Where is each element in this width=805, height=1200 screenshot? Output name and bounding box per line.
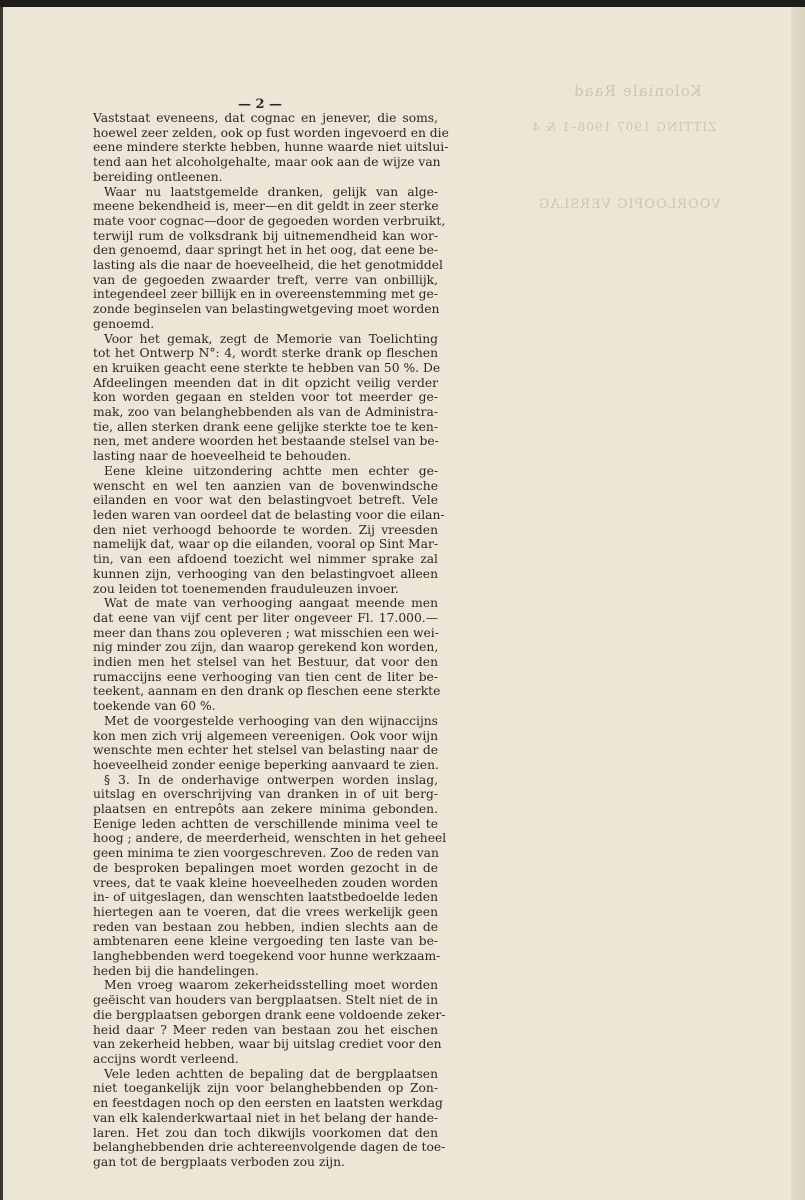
- text-line: Afdeelingen meenden dat in dit opzicht veilig verder: [93, 375, 438, 390]
- text-line: wenschte men echter het stelsel van belasting naar de: [93, 743, 438, 758]
- text-line: laren. Het zou dan toch dikwijls voorkomen dat den: [93, 1125, 438, 1140]
- text-line: dat eene van vijf cent per liter ongeveer Fl. 17.000.—: [93, 610, 438, 625]
- text-line: geëischt van houders van bergplaatsen. Stelt niet de in: [93, 993, 438, 1008]
- text-line: die bergplaatsen geborgen drank eene voldoende zeker-: [93, 1007, 446, 1022]
- paragraph: [93, 772, 447, 979]
- text-line: den niet verhoogd behoorde te worden. Zij vreesden: [93, 522, 438, 537]
- paragraph: [93, 596, 441, 714]
- text-line: heden bij die handelingen.: [93, 963, 259, 978]
- bleed-through-text: ZITTING 1907 1908–1 & 4: [531, 120, 717, 134]
- text-line: Vaststaat eveneens, dat cognac en jenever, die soms,: [93, 111, 438, 125]
- text-line: in- of uitgeslagen, dan wenschten laatstbedoelde leden: [93, 890, 438, 905]
- text-line: belanghebbenden drie achtereenvolgende dagen de toe-: [93, 1140, 446, 1155]
- text-line: gan tot de bergplaats verboden zou zijn.: [93, 1154, 345, 1169]
- text-line: tot het Ontwerp N°: 4, wordt sterke drank op fleschen: [93, 346, 438, 361]
- text-line: § 3. In de onderhavige ontwerpen worden inslag,: [104, 772, 438, 787]
- text-line: reden van bestaan zou hebben, indien slechts aan de: [93, 919, 438, 934]
- text-line: Men vroeg waarom zekerheidsstelling moet worden: [104, 978, 438, 993]
- paragraph: [93, 111, 449, 185]
- text-line: lasting als die naar de hoeveelheid, die het genotmiddel: [93, 258, 443, 273]
- text-line: tend aan het alcoholgehalte, maar ook aan de wijze van: [93, 155, 441, 170]
- text-line: tie, allen sterken drank eene gelijke sterkte toe te ken-: [93, 419, 438, 434]
- text-line: Wat de mate van verhooging aangaat meende men: [104, 596, 438, 611]
- text-line: teekent, aannam en den drank op fleschen eene sterkte: [93, 684, 441, 699]
- text-line: Eene kleine uitzondering achtte men echter ge-: [104, 463, 438, 478]
- text-line: hoewel zeer zelden, ook op fust worden ingevoerd en die: [93, 125, 449, 140]
- paragraph: [93, 978, 446, 1066]
- page-number: — 2 —: [237, 97, 283, 112]
- text-line: kon worden gegaan en stelden voor tot meerder ge-: [93, 390, 438, 405]
- text-line: toekende van 60 %.: [93, 699, 216, 714]
- text-line: bereiding ontleenen.: [93, 169, 223, 184]
- text-line: accijns wordt verleend.: [93, 1052, 239, 1066]
- text-line: hoog ; andere, de meerderheid, wenschten in het geheel: [93, 831, 447, 846]
- text-line: mak, zoo van belanghebbenden als van de Administra-: [93, 405, 438, 420]
- text-line: kunnen zijn, verhooging van den belastingvoet alleen: [93, 566, 438, 581]
- text-line: eene mindere sterkte hebben, hunne waarde niet uitslui-: [93, 140, 449, 155]
- text-line: hiertegen aan te voeren, dat die vrees werkelijk geen: [93, 904, 438, 919]
- text-line: meer dan thans zou opleveren ; wat misschien een wei-: [93, 625, 439, 640]
- scanner-top-border: [0, 0, 805, 7]
- text-line: tin, van een afdoend toezicht wel nimmer sprake zal: [93, 552, 438, 567]
- text-line: van zekerheid hebben, waar bij uitslag crediet voor den: [93, 1037, 442, 1052]
- text-line: rumaccijns eene verhooging van tien cent de liter be-: [93, 669, 438, 684]
- text-line: wenscht en wel ten aanzien van de bovenwindsche: [93, 478, 438, 493]
- text-line: den genoemd, daar springt het in het oog, dat eene be-: [93, 243, 438, 258]
- text-line: terwijl rum de volksdrank bij uitnemendheid kan wor-: [93, 228, 438, 243]
- text-line: heid daar ? Meer reden van bestaan zou het eischen: [93, 1022, 438, 1037]
- text-line: uitslag en overschrijving van dranken in of uit berg-: [93, 787, 438, 802]
- text-line: van elk kalenderkwartaal niet in het belang der hande-: [93, 1110, 438, 1125]
- bleed-through-text: Koloniale Raad: [573, 82, 702, 100]
- text-line: meene bekendheid is, meer—en dit geldt in zeer sterke: [93, 199, 439, 214]
- page-right-edge: [791, 7, 805, 1200]
- body-text-column: [93, 111, 449, 1170]
- text-line: vrees, dat te vaak kleine hoeveelheden zouden worden: [93, 875, 438, 890]
- text-line: Vele leden achtten de bepaling dat de bergplaatsen: [104, 1066, 438, 1081]
- text-line: Eenige leden achtten de verschillende minima veel te: [93, 816, 438, 831]
- paragraph: [93, 714, 438, 773]
- text-line: kon men zich vrij algemeen vereenigen. Ook voor wijn: [93, 728, 438, 743]
- text-line: mate voor cognac—door de gegoeden worden verbruikt,: [93, 213, 446, 228]
- text-line: plaatsen en entrepôts aan zekere minima gebonden.: [93, 802, 438, 817]
- text-line: hoeveelheid zonder eenige beperking aanvaard te zien.: [93, 757, 439, 772]
- text-line: leden waren van oordeel dat de belasting voor die eilan-: [93, 507, 445, 522]
- text-line: zou leiden tot toenemenden frauduleuzen invoer.: [93, 581, 399, 596]
- text-line: en feestdagen noch op den eersten en laatsten werkdag: [93, 1096, 443, 1111]
- text-line: zonde beginselen van belastingwetgeving moet worden: [93, 302, 440, 317]
- text-line: niet toegankelijk zijn voor belanghebbenden op Zon-: [93, 1081, 438, 1096]
- text-line: integendeel zeer billijk en in overeenstemming met ge-: [93, 287, 438, 302]
- text-line: indien men het stelsel van het Bestuur, dat voor den: [93, 655, 438, 670]
- text-line: namelijk dat, waar op die eilanden, vooral op Sint Mar-: [93, 537, 438, 552]
- text-line: de besproken bepalingen moet worden gezocht in de: [93, 860, 438, 875]
- paragraph: [93, 184, 446, 332]
- text-line: Waar nu laatstgemelde dranken, gelijk van alge-: [104, 184, 438, 199]
- text-line: langhebbenden werd toegekend voor hunne werkzaam-: [93, 949, 441, 964]
- text-line: van de gegoeden zwaarder treft, verre van onbillijk,: [93, 272, 438, 287]
- text-line: ambtenaren eene kleine vergoeding ten laste van be-: [93, 934, 438, 949]
- text-line: eilanden en voor wat den belastingvoet betreft. Vele: [93, 493, 438, 508]
- text-line: Met de voorgestelde verhooging van den wijnaccijns: [104, 713, 438, 728]
- paragraph: [93, 331, 441, 464]
- text-line: nig minder zou zijn, dan waarop gerekend kon worden,: [93, 640, 439, 655]
- paragraph: [93, 463, 445, 596]
- text-line: Voor het gemak, zegt de Memorie van Toelichting: [104, 331, 438, 346]
- bleed-through-text: VOORLOOPIG VERSLAG: [538, 197, 721, 212]
- text-line: geen minima te zien voorgeschreven. Zoo de reden van: [93, 846, 439, 861]
- paragraph: [93, 1066, 446, 1170]
- text-line: genoemd.: [93, 316, 155, 331]
- text-line: en kruiken geacht eene sterkte te hebben van 50 %. De: [93, 360, 441, 375]
- paper-sheet: [3, 7, 791, 1200]
- text-line: lasting naar de hoeveelheid te behouden.: [93, 449, 352, 464]
- text-line: nen, met andere woorden het bestaande stelsel van be-: [93, 434, 439, 449]
